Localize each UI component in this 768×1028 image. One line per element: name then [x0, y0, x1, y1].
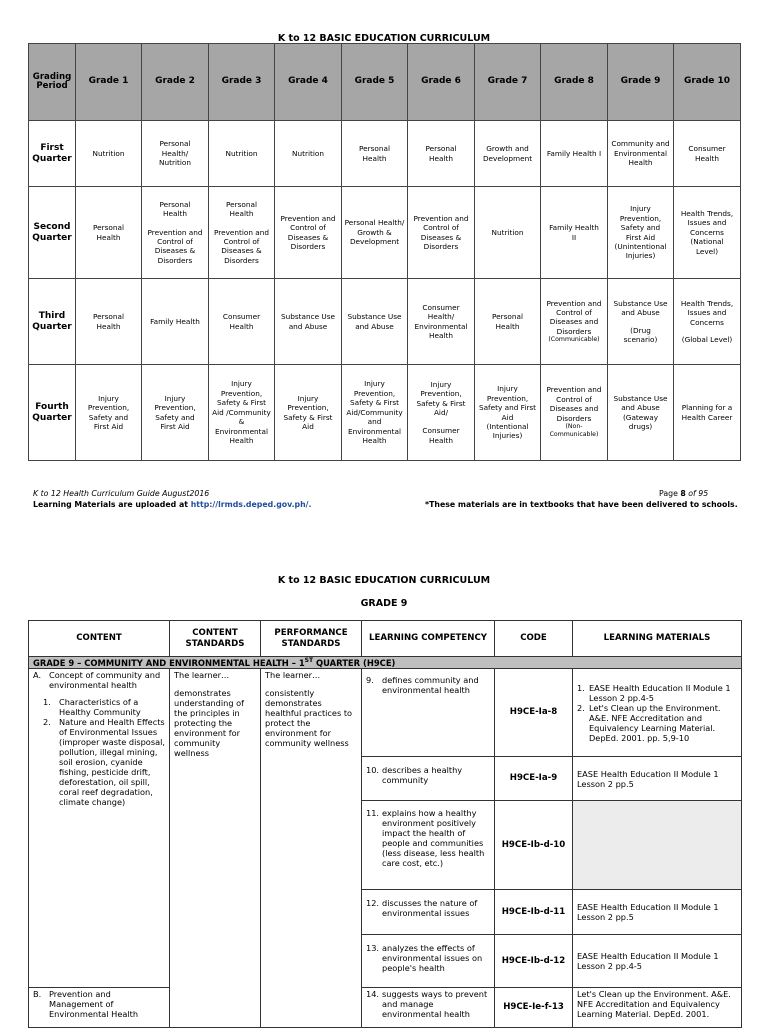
table-cell: Community and Environmental Health: [608, 121, 674, 187]
code-cell: H9CE-Ib-d-12: [495, 935, 573, 988]
grade-header: Grade 7: [475, 44, 541, 121]
standard-intro: The learner…: [265, 670, 321, 681]
textbook-note: *These materials are in textbooks that have been delivered to schools.: [425, 500, 738, 509]
competency-text: explains how a healthy environment positively impact the health of people and communities (less disease, less health care cost, etc.): [382, 808, 485, 869]
competency-number: 12.: [366, 898, 380, 909]
material-text: EASE Health Education II Module 1 Lesson 2 pp.4-5: [589, 682, 731, 703]
cell-line: (Non-Communicable): [549, 423, 599, 439]
quarter-label-b: Quarter: [32, 321, 72, 332]
table-cell: Personal Health: [76, 279, 142, 365]
materials-cell: Let's Clean up the Environment. A&E. NFE Accreditation and Equivalency Learning Material. DepEd. 2001.: [573, 988, 742, 1028]
competency-row: [29, 669, 742, 757]
grade-header: Grade 2: [142, 44, 209, 121]
table-cell: Nutrition: [475, 187, 541, 279]
competency-number: 14.: [366, 989, 380, 1000]
header-learning-materials: LEARNING MATERIALS: [573, 621, 742, 657]
quarter-label-b: Quarter: [32, 232, 72, 243]
competency-text: discusses the nature of environmental issues: [382, 898, 478, 919]
table-cell: [209, 187, 275, 279]
quarter-label: [29, 121, 76, 187]
grade-header: Grade 4: [275, 44, 342, 121]
table-cell: Nutrition: [209, 121, 275, 187]
page-total: of 95: [685, 489, 709, 498]
quarter-label-a: Fourth: [35, 402, 69, 413]
table-cell: [475, 365, 541, 461]
page-title: K to 12 BASIC EDUCATION CURRICULUM: [277, 33, 491, 44]
table-cell: Personal Health: [475, 279, 541, 365]
quarter-label: [29, 187, 76, 279]
cell-line: Prevention and Control of Diseases and Disorders: [546, 298, 602, 336]
table-cell: Personal Health: [76, 187, 142, 279]
material-number: 1.: [577, 682, 585, 693]
column-header-row: [29, 621, 742, 657]
table-cell: Consumer Health: [209, 279, 275, 365]
quarter-label: [29, 365, 76, 461]
quarter-band: [29, 657, 742, 669]
quarter-row: [29, 121, 741, 187]
cell-line: Health Trends, Issues and Concerns: [680, 208, 734, 237]
competency-text: describes a healthy community: [382, 765, 463, 786]
table-cell: Injury Prevention, Safety and First Aid: [76, 365, 142, 461]
materials-cell: [573, 669, 742, 757]
materials-cell: [573, 801, 742, 890]
cell-line: Injury Prevention, Safety & First Aid/: [416, 379, 466, 417]
competency-number: 13.: [366, 943, 380, 954]
code-cell: H9CE-Ia-9: [495, 757, 573, 801]
table-cell: [674, 279, 741, 365]
quarter-band-row: [29, 657, 742, 669]
material-text: Let's Clean up the Environment. A&E. NFE Accreditation and Equivalency Learning Material. DepEd. 2001. pp. 5,9-10: [589, 702, 721, 743]
quarter-row: [29, 365, 741, 461]
grade-header: Grade 6: [408, 44, 475, 121]
grade-header: Grade 5: [342, 44, 408, 121]
table-cell: [608, 187, 674, 279]
table-cell: Prevention and Control of Diseases & Disorders: [275, 187, 342, 279]
subitem-number: 2.: [43, 717, 51, 728]
grade-header: Grade 1: [76, 44, 142, 121]
table-cell: Nutrition: [76, 121, 142, 187]
table-cell: [142, 187, 209, 279]
grade-header: Grade 9: [608, 44, 674, 121]
competency-cell: [362, 890, 495, 935]
cell-line: (Intentional Injuries): [486, 421, 529, 441]
table-cell: Injury Prevention, Safety & First Aid: [275, 365, 342, 461]
content-item-a: [33, 670, 165, 690]
quarter-label-a: Third: [38, 311, 66, 322]
cell-line: Substance Use and Abuse: [613, 393, 668, 413]
competency-cell: [362, 669, 495, 757]
quarter-label-a: First: [40, 143, 64, 154]
competency-cell: [362, 935, 495, 988]
table-cell: Injury Prevention, Safety and First Aid: [142, 365, 209, 461]
quarter-row: [29, 187, 741, 279]
cell-line: Personal Health: [159, 199, 191, 219]
competency-number: 9.: [366, 675, 374, 686]
material-item: [577, 703, 737, 743]
table-cell: [408, 365, 475, 461]
material-number: 2.: [577, 702, 585, 713]
cell-line: Health Trends, Issues and Concerns: [680, 298, 734, 327]
competency-text: analyzes the effects of environmental issues on people's health: [382, 943, 483, 974]
table-cell: Nutrition: [275, 121, 342, 187]
table-cell: [608, 279, 674, 365]
content-standard-cell: [170, 669, 261, 1028]
cell-line: (Unintentional Injuries): [614, 241, 667, 261]
content-marker: A.: [33, 670, 42, 681]
content-subitem: [33, 717, 165, 807]
table-cell: Substance Use and Abuse: [275, 279, 342, 365]
standard-text: demonstrates understanding of the principles in protecting the environment for community wellness: [174, 688, 245, 759]
table-cell: Prevention and Control of Diseases & Disorders: [408, 187, 475, 279]
subitem-text: Characteristics of a Healthy Community: [59, 697, 141, 718]
header-learning-competency: LEARNING COMPETENCY: [362, 621, 495, 657]
table-cell: Consumer Health: [674, 121, 741, 187]
table-cell: Injury Prevention, Safety & First Aid/Community and Environmental Health: [342, 365, 408, 461]
page-number: [659, 489, 708, 498]
performance-standard-cell: [261, 669, 362, 1028]
materials-cell: EASE Health Education II Module 1 Lesson 2 pp.4-5: [573, 935, 742, 988]
cell-line: Prevention and Control of Diseases and Disorders: [546, 385, 602, 423]
cell-line: Consumer Health: [422, 426, 460, 445]
table-cell: Substance Use and Abuse: [342, 279, 408, 365]
quarter-label-a: Second: [33, 222, 71, 233]
second-page-title: K to 12 BASIC EDUCATION CURRICULUM: [277, 575, 491, 586]
table-cell: Growth and Development: [475, 121, 541, 187]
cell-line: Injury Prevention, Safety and First Aid: [619, 204, 662, 242]
materials-upload-note: [33, 500, 311, 509]
band-text-end: QUARTER (H9CE): [313, 657, 396, 668]
header-content-standards: CONTENT STANDARDS: [170, 621, 261, 657]
cell-line: Injury Prevention, Safety and First Aid: [478, 384, 537, 422]
standard-intro: The learner…: [174, 670, 230, 681]
subitem-text: Nature and Health Effects of Environmental Issues (improper waste disposal, pollution, illegal mining, soil erosion, cyanide fishing, pesticide drift, deforestation, oil spill, coral reef degradation, climate change): [59, 717, 165, 808]
page-word: Page: [659, 489, 681, 498]
grade-header: Grade 10: [674, 44, 741, 121]
cell-line: (Drug scenario): [623, 325, 658, 344]
table-cell: Personal Health: [408, 121, 475, 187]
materials-cell: EASE Health Education II Module 1 Lesson 2 pp.5: [573, 890, 742, 935]
table-cell: Planning for a Health Career: [674, 365, 741, 461]
table-cell: Injury Prevention, Safety & First Aid /Community & Environmental Health: [209, 365, 275, 461]
upload-prefix: Learning Materials are uploaded at: [33, 500, 191, 509]
table-cell: Personal Health: [342, 121, 408, 187]
grading-period-table: [28, 43, 741, 461]
materials-cell: EASE Health Education II Module 1 Lesson 2 pp.5: [573, 757, 742, 801]
cell-line: (National Level): [690, 237, 724, 256]
table-cell: Family Health I: [541, 121, 608, 187]
grade-header-row: [29, 44, 741, 121]
content-subitem: [33, 697, 165, 717]
header-performance-standards: PERFORMANCE STANDARDS: [261, 621, 362, 657]
quarter-label: [29, 279, 76, 365]
cell-line: Prevention and Control of Diseases & Disorders: [147, 227, 203, 265]
quarter-label-b: Quarter: [32, 153, 72, 164]
table-cell: Personal Health/ Growth & Development: [342, 187, 408, 279]
content-cell: [29, 988, 170, 1028]
cell-line: Personal Health: [225, 199, 258, 219]
quarter-label-b: Quarter: [32, 412, 72, 423]
table-cell: [541, 279, 608, 365]
code-cell: H9CE-Ib-d-11: [495, 890, 573, 935]
table-cell: Family Health: [142, 279, 209, 365]
code-cell: H9CE-Ie-f-13: [495, 988, 573, 1028]
content-text: Prevention and Management of Environmental Health: [49, 989, 139, 1020]
curriculum-guide-label: K to 12 Health Curriculum Guide August2016: [33, 489, 210, 498]
competency-number: 10.: [366, 765, 380, 776]
table-cell: Family Health II: [541, 187, 608, 279]
code-cell: H9CE-Ia-8: [495, 669, 573, 757]
table-cell: Consumer Health/ Environmental Health: [408, 279, 475, 365]
competency-number: 11.: [366, 808, 380, 819]
subitem-number: 1.: [43, 697, 51, 708]
quarter-row: [29, 279, 741, 365]
grading-period-header: Grading Period: [29, 44, 76, 121]
table-cell: [608, 365, 674, 461]
cell-line: (Communicable): [548, 336, 600, 344]
competency-text: defines community and environmental health: [382, 675, 479, 696]
grade9-curriculum-table: [28, 620, 742, 1028]
competency-row: [29, 988, 742, 1028]
code-cell: H9CE-Ib-d-10: [495, 801, 573, 890]
content-cell: [29, 669, 170, 988]
cell-line: (Global Level): [681, 334, 733, 344]
competency-text: suggests ways to prevent and manage environmental health: [382, 989, 488, 1020]
table-cell: Personal Health/ Nutrition: [142, 121, 209, 187]
header-code: CODE: [495, 621, 573, 657]
header-content: CONTENT: [29, 621, 170, 657]
grade-header: Grade 3: [209, 44, 275, 121]
lrmds-link[interactable]: http://lrmds.deped.gov.ph/.: [190, 500, 312, 509]
grade-subtitle: GRADE 9: [360, 598, 408, 609]
competency-cell: [362, 757, 495, 801]
content-marker: B.: [33, 989, 42, 1000]
table-cell: [674, 187, 741, 279]
cell-line: (Gateway drugs): [622, 412, 659, 431]
table-cell: [541, 365, 608, 461]
material-item: [577, 683, 737, 703]
band-text: GRADE 9 – COMMUNITY AND ENVIRONMENTAL HEALTH – 1: [33, 657, 305, 668]
content-text: Concept of community and environmental health: [49, 670, 161, 691]
standard-text: consistently demonstrates healthful practices to protect the environment for community wellness: [265, 688, 353, 749]
page-num: 8: [680, 489, 686, 498]
grade-header: Grade 8: [541, 44, 608, 121]
cell-line: Prevention and Control of Diseases & Disorders: [213, 227, 270, 265]
competency-cell: [362, 988, 495, 1028]
cell-line: Substance Use and Abuse: [613, 298, 668, 318]
band-sup: ST: [304, 657, 314, 664]
competency-cell: [362, 801, 495, 890]
